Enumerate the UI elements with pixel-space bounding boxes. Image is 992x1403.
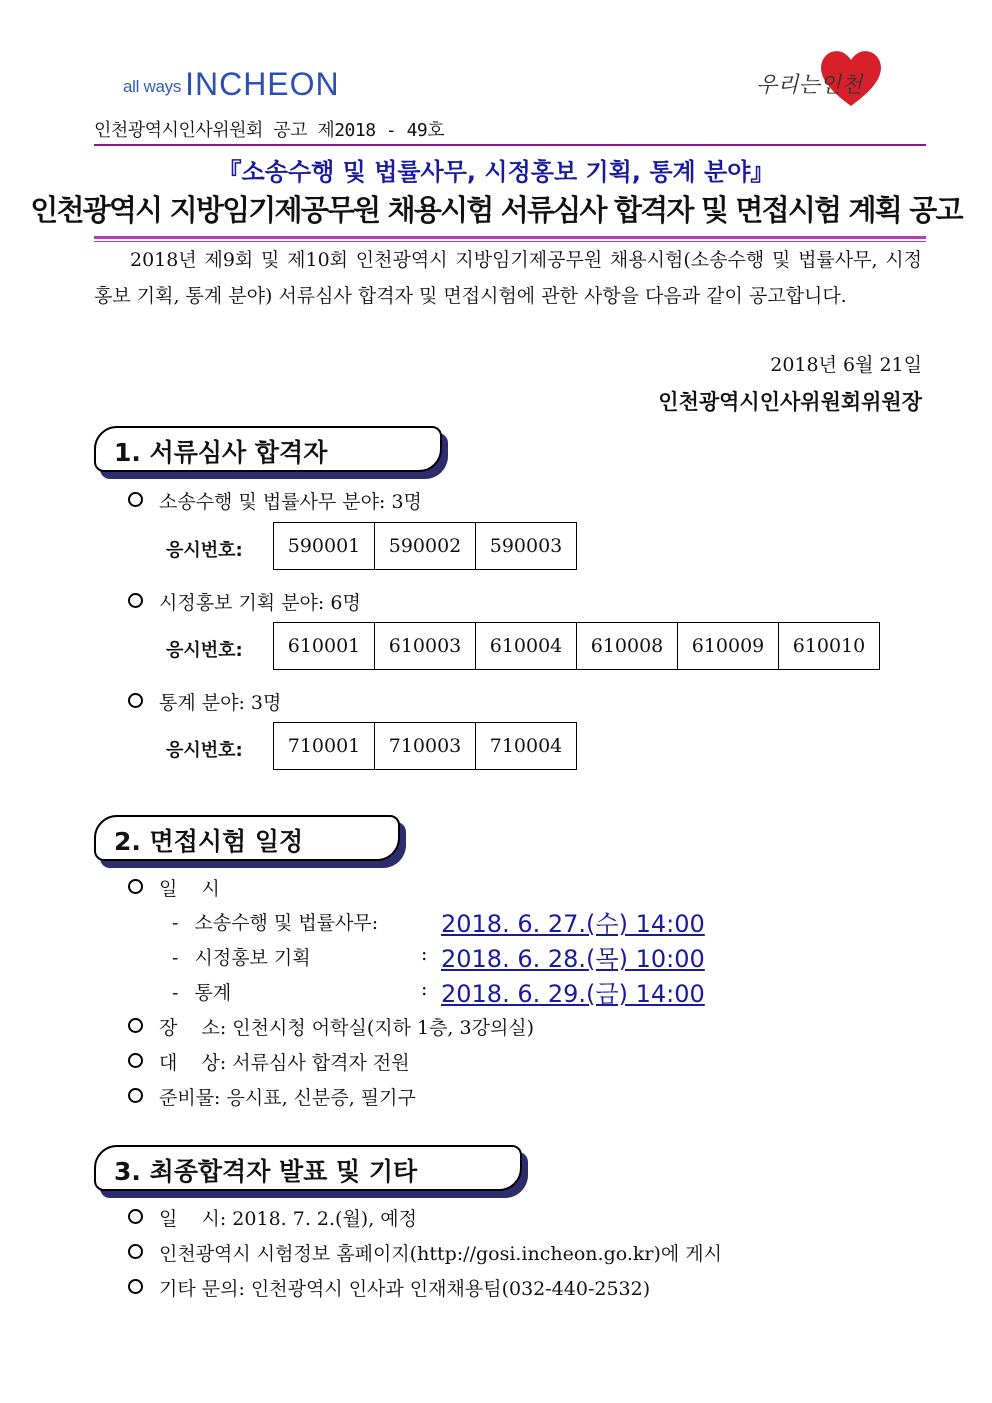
- group2-title: [128, 588, 361, 615]
- contact-info: [128, 1274, 650, 1301]
- dash: -: [172, 912, 179, 934]
- logo-slogan: all ways: [123, 77, 182, 96]
- circle-bullet-icon: [128, 1209, 143, 1224]
- circle-bullet-icon: [128, 1018, 143, 1033]
- group-title-text: 시정홍보 기획 분야: 6명: [159, 592, 361, 614]
- document-title: 인천광역시 지방임기제공무원 채용시험 서류심사 합격자 및 면접시험 계획 공고: [30, 193, 962, 227]
- exam-number-table: [273, 622, 880, 670]
- exam-number: 610008: [577, 623, 678, 670]
- document-subtitle: 『소송수행 및 법률사무, 시정홍보 기획, 통계 분야』: [217, 158, 775, 186]
- section3-title: 3. 최종합격자 발표 및 기타: [114, 1157, 418, 1186]
- exam-number: 590003: [476, 523, 577, 570]
- interview-prep: [128, 1083, 416, 1110]
- dash: -: [172, 947, 179, 969]
- title-divider-thick: [94, 236, 926, 239]
- schedule-field: 소송수행 및 법률사무:: [194, 912, 379, 934]
- logo-wordmark: INCHEON: [185, 66, 340, 102]
- exam-number: 710004: [476, 723, 577, 770]
- exam-number: 610004: [476, 623, 577, 670]
- intro-paragraph: [94, 242, 922, 314]
- exam-number: 610009: [678, 623, 779, 670]
- final-announcement-date: [128, 1204, 417, 1231]
- header-divider: [94, 144, 926, 146]
- circle-bullet-icon: [128, 1279, 143, 1294]
- place-text: 장 소: 인천시청 어학실(지하 1층, 3강의실): [159, 1017, 535, 1039]
- datetime-text: 일 시: [159, 878, 220, 900]
- item-text: 기타 문의: 인천광역시 인사과 인재채용팀(032-440-2532): [159, 1278, 651, 1300]
- circle-bullet-icon: [128, 1244, 143, 1259]
- section1-heading: [94, 426, 442, 472]
- incheon-logo: [123, 66, 340, 103]
- exam-number: 610001: [274, 623, 375, 670]
- notice-date: 2018년 6월 21일: [770, 354, 922, 376]
- schedule-colon: :: [421, 943, 428, 965]
- exam-number: 610010: [779, 623, 880, 670]
- exam-number: 710003: [375, 723, 476, 770]
- prep-text: 준비물: 응시표, 신분증, 필기구: [159, 1087, 416, 1109]
- group-title-text: 통계 분야: 3명: [159, 692, 282, 714]
- schedule-row: [172, 943, 311, 970]
- exam-number-label: 응시번호:: [166, 540, 243, 561]
- exam-number-label: 응시번호:: [166, 740, 243, 761]
- final-announcement-site: [128, 1239, 722, 1266]
- exam-number-label: 응시번호:: [166, 640, 243, 661]
- circle-bullet-icon: [128, 1053, 143, 1068]
- schedule-time: 2018. 6. 29.(금) 14:00: [441, 980, 705, 1008]
- target-text: 대 상: 서류심사 합격자 전원: [159, 1052, 410, 1074]
- section2-heading: [94, 815, 400, 861]
- circle-bullet-icon: [128, 1088, 143, 1103]
- intro-text: 2018년 제9회 및 제10회 인천광역시 지방임기제공무원 채용시험(소송수행 및 법률사무, 시정홍보 기획, 통계 분야) 서류심사 합격자 및 면접시험에 관한 사항을 다음과 같이 공고합니다.: [94, 249, 922, 307]
- section3-heading: [94, 1145, 522, 1191]
- exam-number: 590001: [274, 523, 375, 570]
- circle-bullet-icon: [128, 693, 143, 708]
- schedule-colon: :: [421, 978, 428, 1000]
- exam-number: 610003: [375, 623, 476, 670]
- group1-title: [128, 487, 422, 514]
- circle-bullet-icon: [128, 879, 143, 894]
- uri-incheon-logo: [756, 44, 890, 114]
- exam-number: 590002: [375, 523, 476, 570]
- exam-number-table: [273, 522, 577, 570]
- circle-bullet-icon: [128, 492, 143, 507]
- section2-title: 2. 면접시험 일정: [114, 827, 304, 856]
- item-text: 인천광역시 시험정보 홈페이지(http://gosi.incheon.go.kr)에 게시: [159, 1243, 723, 1265]
- section1-title: 1. 서류심사 합격자: [114, 438, 328, 467]
- schedule-time: 2018. 6. 28.(목) 10:00: [441, 945, 705, 973]
- notice-number: 인천광역시인사위원회 공고 제2018 - 49호: [94, 120, 445, 141]
- logo-script-text: 우리는인천: [756, 73, 863, 98]
- item-text: 일 시: 2018. 7. 2.(월), 예정: [159, 1208, 418, 1230]
- signer: 인천광역시인사위원회위원장: [658, 389, 922, 414]
- exam-number: 710001: [274, 723, 375, 770]
- schedule-row: [172, 908, 378, 935]
- dash: -: [172, 982, 179, 1004]
- group3-title: [128, 688, 281, 715]
- exam-number-table: [273, 722, 577, 770]
- schedule-field: 시정홍보 기획: [194, 947, 311, 969]
- interview-place: [128, 1013, 534, 1040]
- interview-datetime-label: [128, 874, 220, 901]
- circle-bullet-icon: [128, 593, 143, 608]
- interview-target: [128, 1048, 410, 1075]
- schedule-field: 통계: [194, 982, 232, 1004]
- schedule-row: [172, 978, 231, 1005]
- group-title-text: 소송수행 및 법률사무 분야: 3명: [159, 491, 422, 513]
- schedule-time: 2018. 6. 27.(수) 14:00: [441, 910, 705, 938]
